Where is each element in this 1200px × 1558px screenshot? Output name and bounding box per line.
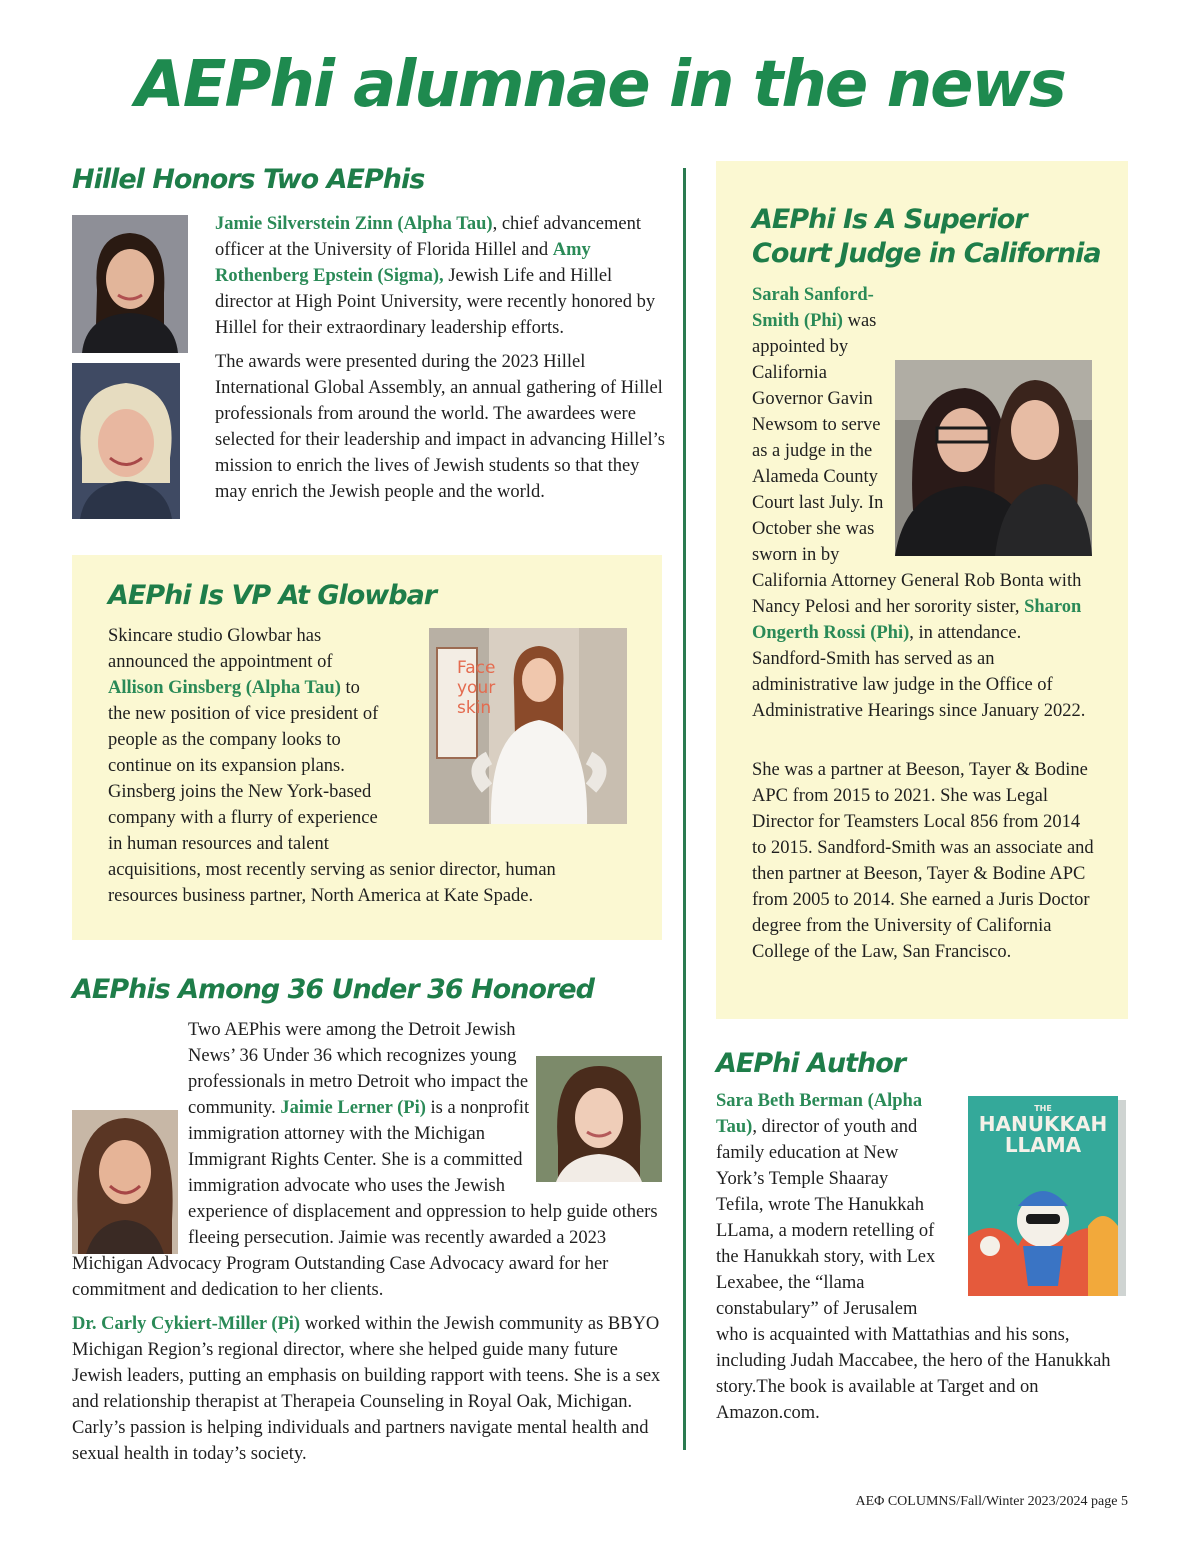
under36-paragraph-1 [72, 1017, 664, 1303]
highlighted-name: Allison Ginsberg (Alpha Tau) [108, 678, 341, 698]
glowbar-paragraph [108, 623, 590, 909]
page-title: AEPhi alumnae in the news [135, 48, 1065, 122]
book-title: HANUKKAH LLAMA [978, 1112, 1108, 1157]
hillel-paragraph-2: The awards were presented during the 2023 Hillel International Global Assembly, an annual gathering of Hillel professionals from around the world. The awardees were selected for their leadership and impact in advancing Hillel’s mission to enrich the lives of Jewish students so that they may enrich the Jewish people and the world. [215, 352, 666, 502]
highlighted-name: Sharon Ongerth Rossi (Phi) [752, 597, 1082, 643]
body-text: was appointed by California Governor Gavin Newsom to serve as a judge in the Alameda County Court last July. In October she was sworn in by California Attorney General Rob Bonta with Nancy Pelosi and her sorority sister, [752, 311, 1082, 617]
column-divider [683, 168, 686, 1450]
body-text: , director of youth and family education at New York’s Temple Shaaray Tefila, wrote The Hanukkah LLama, a modern retelling of the Hanukkah story, with Lex Lexabee, the “llama constabulary” of Jerusalem who is acquainted with Mattathias and his sons, including Judah Maccabee, the hero of the Hanukkah story.The book is available at Target and on Amazon.com. [716, 1117, 1111, 1423]
judge-heading: AEPhi Is A Superior Court Judge in California [752, 204, 1101, 269]
under36-paragraph-2 [72, 1311, 664, 1467]
body-text: is a nonprofit immigration attorney with the Michigan Immigrant Rights Center. She is a committed immigration advocate who uses the Jewish experience of displacement and oppression to help guide others fleeing persecution. Jaimie was recently awarded a 2023 Michigan Advocacy Program Outstanding Case Advocacy award for her commitment and dedication to her clients. [72, 1098, 658, 1300]
hillel-paragraph-1 [215, 211, 665, 341]
highlighted-name: Jaimie Lerner (Pi) [280, 1098, 426, 1118]
body-text: to the new position of vice president of people as the company looks to continue on its expansion plans. Ginsberg joins the New York-based company with a flurry of experience in human resources and talent acquisitions, most recently serving as senior director, human resources business partner, North America at Kate Spade. [108, 678, 556, 906]
highlighted-name: Amy Rothenberg Epstein (Sigma), [215, 240, 591, 286]
body-text: , chief advancement officer at the University of Florida Hillel and [215, 214, 641, 260]
under36-heading: AEPhis Among 36 Under 36 Honored [72, 974, 594, 1005]
body-text: , in attendance. Sandford-Smith has served as an administrative law judge in the Office of Administrative Hearings since January 2022. [752, 623, 1086, 721]
hillel-portrait-2 [72, 363, 180, 519]
glowbar-sign: Face your skin [457, 658, 496, 718]
body-text: Two AEPhis were among the Detroit Jewish News’ 36 Under 36 which recognizes young professionals in metro Detroit who impact the community. [188, 1020, 529, 1118]
hillel-portrait-1 [72, 215, 188, 353]
highlighted-name: Sara Beth Berman (Alpha Tau) [716, 1091, 923, 1137]
page-footer: AEΦ COLUMNS/Fall/Winter 2023/2024 page 5 [855, 1494, 1128, 1509]
book-small: THE [1034, 1104, 1052, 1113]
highlighted-name: Jamie Silverstein Zinn (Alpha Tau) [215, 214, 493, 234]
hillel-heading: Hillel Honors Two AEPhis [72, 164, 425, 195]
author-heading: AEPhi Author [716, 1048, 906, 1079]
body-text: Jewish Life and Hillel director at High Point University, were recently honored by Hillel for their extraordinary leadership efforts. [215, 266, 656, 338]
highlighted-name: Sarah Sanford-Smith (Phi) [752, 285, 874, 331]
highlighted-name: Dr. Carly Cykiert-Miller (Pi) [72, 1314, 301, 1334]
body-text: Skincare studio Glowbar has announced the appointment of [108, 626, 333, 672]
judge-paragraph-2: She was a partner at Beeson, Tayer & Bodine APC from 2015 to 2021. She was Legal Director for Teamsters Local 856 from 2014 to 2015. Sandford-Smith was an associate and then partner at Beeson, Tayer & Bodine APC from 2005 to 2014. She earned a Juris Doctor degree from the University of California College of the Law, San Francisco. [752, 760, 1094, 962]
glowbar-heading: AEPhi Is VP At Glowbar [108, 580, 437, 611]
author-paragraph [716, 1088, 1132, 1426]
judge-paragraph-1 [752, 282, 1096, 724]
body-text: worked within the Jewish community as BBYO Michigan Region’s regional director, where she helped guide many future Jewish leaders, putting an emphasis on building rapport with teens. She is a sex and relationship therapist at Therapeia Counseling in Royal Oak, Michigan. Carly’s passion is helping individuals and partners navigate mental health and sexual health in today’s society. [72, 1314, 661, 1464]
